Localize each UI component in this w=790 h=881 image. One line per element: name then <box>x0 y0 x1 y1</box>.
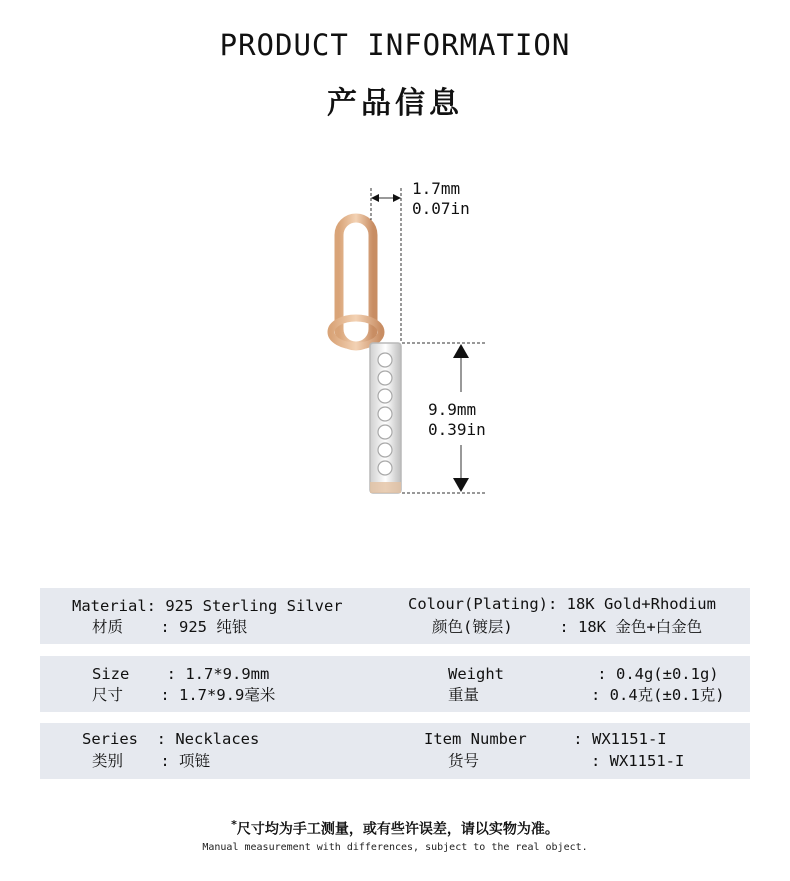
page-title-en: PRODUCT INFORMATION <box>219 28 571 62</box>
hoop-ring <box>339 218 373 346</box>
spec-left-en: Series : Necklaces <box>82 730 260 748</box>
spec-row-material <box>40 588 750 644</box>
width-label: 1.7mm 0.07in <box>412 179 470 218</box>
spec-row-series <box>40 723 750 779</box>
spec-right-en: Colour(Plating): 18K Gold+Rhodium <box>408 595 716 613</box>
spec-row-size <box>40 656 750 712</box>
page-title-cn: 产品信息 <box>327 86 463 121</box>
spec-left-en: Size : 1.7*9.9mm <box>92 665 270 683</box>
disclaimer-cn: *尺寸均为手工测量，或有些许误差，请以实物为准。 <box>231 818 559 838</box>
spec-left-cn: 类别 : 项链 <box>92 752 211 770</box>
spec-right-en: Item Number : WX1151-I <box>424 730 667 748</box>
spec-left-cn: 尺寸 : 1.7*9.9毫米 <box>92 686 276 704</box>
pendant-drawing <box>0 160 790 560</box>
spec-right-cn: 颜色(镀层) : 18K 金色+白金色 <box>432 618 703 636</box>
spec-left-cn: 材质 : 925 纯银 <box>92 618 248 636</box>
disclaimer-en: Manual measurement with differences, subject to the real object. <box>202 842 588 853</box>
spec-left-en: Material: 925 Sterling Silver <box>72 597 343 615</box>
product-illustration <box>0 160 790 560</box>
spec-right-en: Weight : 0.4g(±0.1g) <box>448 665 719 683</box>
height-label: 9.9mm 0.39in <box>428 400 486 439</box>
spec-right-cn: 货号 : WX1151-I <box>448 752 685 770</box>
spec-right-cn: 重量 : 0.4克(±0.1克) <box>448 686 725 704</box>
